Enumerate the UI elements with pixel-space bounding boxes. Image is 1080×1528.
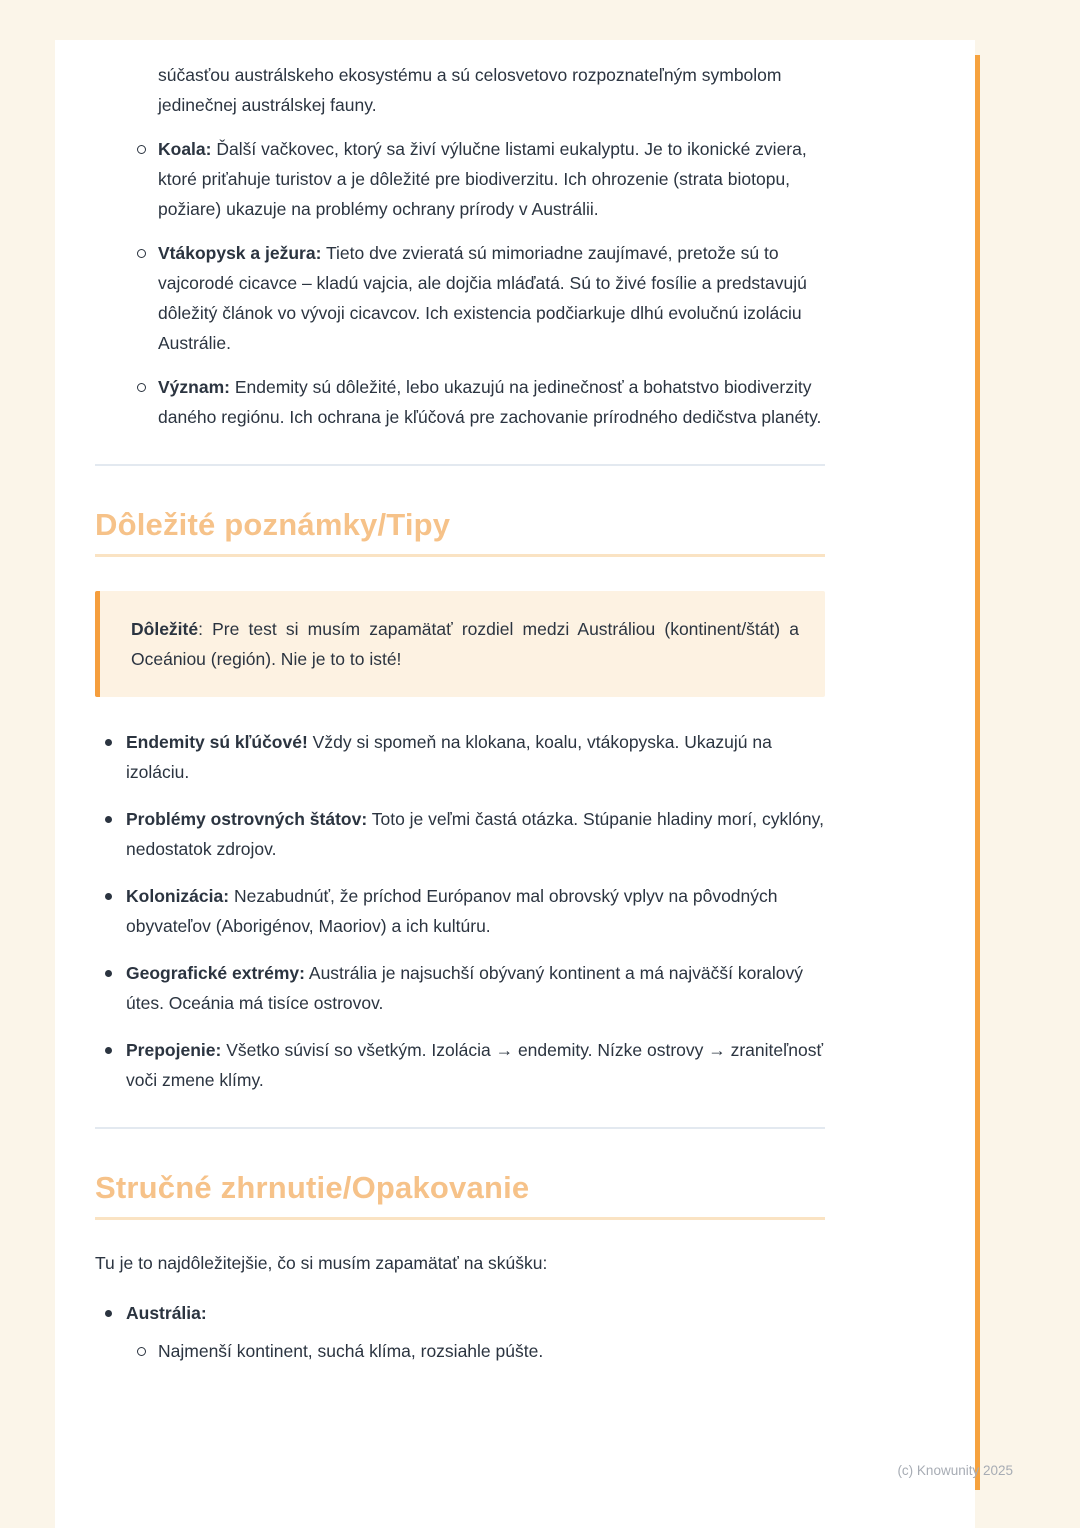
bullet-circle-icon <box>137 372 158 392</box>
list-item-text <box>126 1035 825 1095</box>
list-item-text <box>126 958 825 1018</box>
list-item-lead: Problémy ostrovných štátov: <box>126 809 368 829</box>
list-item-body: Najmenší kontinent, suchá klíma, rozsiahle púšte. <box>158 1341 544 1361</box>
list-item-text <box>126 804 825 864</box>
section-divider <box>95 464 825 466</box>
list-item <box>95 881 825 941</box>
list-item-body: Všetko súvisí so všetkým. Izolácia → endemity. Nízke ostrovy → zraniteľnosť voči zmene klímy. <box>126 1040 824 1090</box>
bullet-dot-icon <box>105 804 126 823</box>
list-item-lead: Koala: <box>158 139 212 159</box>
list-item-body: Tieto dve zvieratá sú mimoriadne zaujímavé, pretože sú to vajcorodé cicavce – kladú vajcia, ale dojčia mláďatá. Sú to živé fosílie a predstavujú dôležitý článok vo vývoji cicavcov. Ich existencia podčiarkuje dlhú evolučnú izoláciu Austrálie. <box>158 243 807 353</box>
notes-list <box>95 727 825 1095</box>
list-item-text <box>158 1336 825 1366</box>
callout-body: : Pre test si musím zapamätať rozdiel medzi Austráliou (kontinent/štát) a Oceániou (región). Nie je to to isté! <box>131 619 799 669</box>
bullet-circle-icon <box>137 134 158 154</box>
section-heading-notes: Dôležité poznámky/Tipy <box>95 510 825 557</box>
list-item <box>95 958 825 1018</box>
list-item-body: Austrália je najsuchší obývaný kontinent a má najväčší koralový útes. Oceánia má tisíce ostrovov. <box>126 963 804 1013</box>
list-item-lead: Kolonizácia: <box>126 886 230 906</box>
summary-sub-list <box>126 1336 825 1366</box>
bullet-dot-icon <box>105 727 126 746</box>
bullet-dot-icon <box>105 881 126 900</box>
list-item <box>95 727 825 787</box>
list-item <box>95 372 825 432</box>
document-card <box>55 40 975 1528</box>
list-item-lead: Význam: <box>158 377 230 397</box>
bullet-circle-icon <box>137 238 158 258</box>
list-item <box>126 1336 825 1366</box>
list-item <box>95 134 825 224</box>
list-item-text <box>158 238 825 358</box>
list-item-text <box>158 134 825 224</box>
list-item-text <box>126 727 825 787</box>
list-item <box>95 1035 825 1095</box>
section-heading-summary: Stručné zhrnutie/Opakovanie <box>95 1173 825 1220</box>
list-item-lead: Prepojenie: <box>126 1040 222 1060</box>
list-item <box>95 1298 825 1366</box>
list-item-text <box>126 1298 825 1366</box>
endemics-sub-list <box>95 134 825 432</box>
bullet-dot-icon <box>105 1298 126 1317</box>
list-item <box>95 804 825 864</box>
list-item-lead: Geografické extrémy: <box>126 963 305 983</box>
bullet-dot-icon <box>105 1035 126 1054</box>
list-item-body: Nezabudnúť, že príchod Európanov mal obrovský vplyv na pôvodných obyvateľov (Aborigénov, Maoriov) a ich kultúru. <box>126 886 778 936</box>
callout-important <box>95 591 825 697</box>
list-item-lead: Austrália: <box>126 1303 207 1323</box>
page-edge-ribbon <box>975 55 980 1490</box>
list-item-text <box>126 881 825 941</box>
list-item-body: Toto je veľmi častá otázka. Stúpanie hladiny morí, cyklóny, nedostatok zdrojov. <box>126 809 824 859</box>
list-item-body: Ďalší vačkovec, ktorý sa živí výlučne listami eukalyptu. Je to ikonické zviera, ktoré priťahuje turistov a je dôležité pre biodiverzitu. Ich ohrozenie (strata biotopu, požiare) ukazuje na problémy ochrany prírody v Austrálii. <box>158 139 807 219</box>
list-item-text <box>158 372 825 432</box>
list-item-lead: Vtákopysk a ježura: <box>158 243 322 263</box>
paragraph-continuation: súčasťou austrálskeho ekosystému a sú celosvetovo rozpoznateľným symbolom jedinečnej austrálskej fauny. <box>158 65 782 115</box>
summary-list <box>95 1298 825 1366</box>
callout-lead: Dôležité <box>131 619 199 639</box>
list-item <box>95 238 825 358</box>
section-divider <box>95 1127 825 1129</box>
list-item-body: Endemity sú dôležité, lebo ukazujú na jedinečnosť a bohatstvo biodiverzity daného regiónu. Ich ochrana je kľúčová pre zachovanie prírodného dedičstva planéty. <box>158 377 822 427</box>
bullet-dot-icon <box>105 958 126 977</box>
document-content <box>55 40 975 1366</box>
list-item-body: Vždy si spomeň na klokana, koalu, vtákopyska. Ukazujú na izoláciu. <box>126 732 772 782</box>
watermark: (c) Knowunity 2025 <box>897 1463 1013 1478</box>
bullet-circle-icon <box>137 1336 158 1356</box>
summary-intro: Tu je to najdôležitejšie, čo si musím zapamätať na skúšku: <box>95 1253 548 1273</box>
list-item-lead: Endemity sú kľúčové! <box>126 732 308 752</box>
